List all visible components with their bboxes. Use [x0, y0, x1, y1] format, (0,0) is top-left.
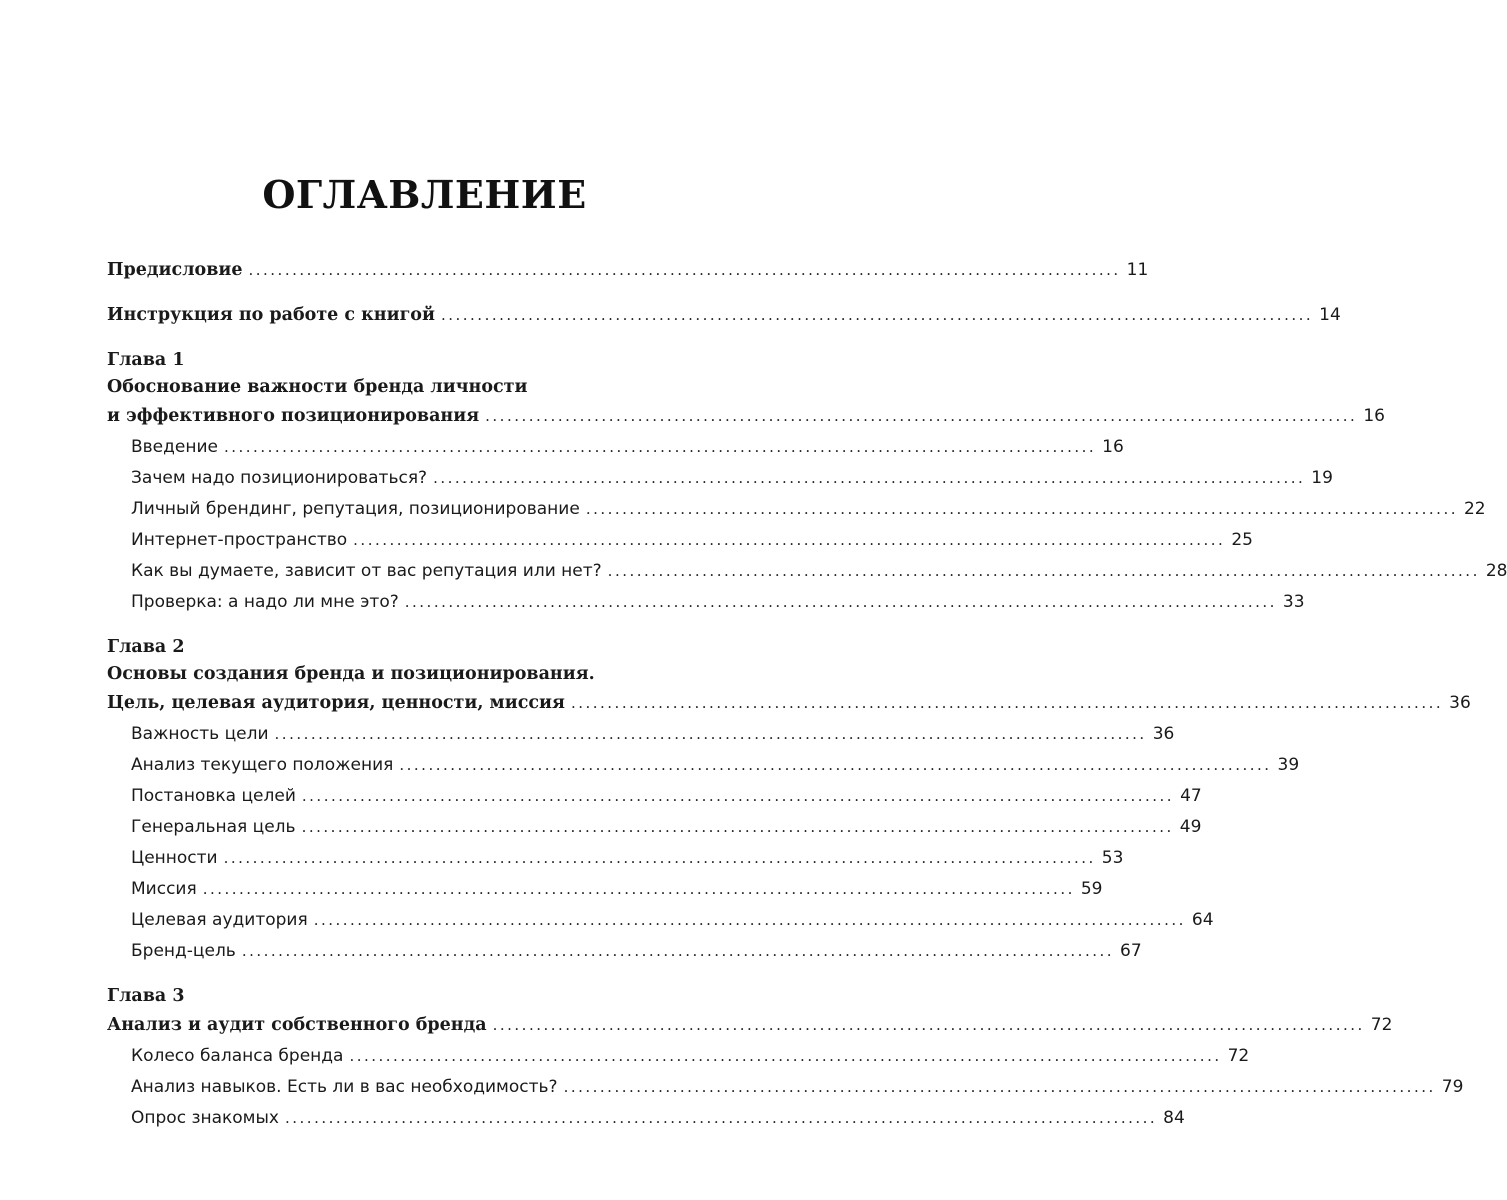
toc-entry-section [107, 525, 1253, 556]
toc-entry-section [107, 1072, 1464, 1103]
toc-entry-section [107, 463, 1333, 494]
leader-dots: ........................................................................................................................ [563, 1078, 1436, 1096]
leader-dots: ........................................................................................................................ [353, 531, 1226, 549]
toc-entry-page: 33 [1282, 592, 1305, 612]
toc-entry-page: 53 [1101, 848, 1124, 868]
toc-entry-section [107, 587, 1305, 618]
leader-dots: ........................................................................................................................ [285, 1109, 1158, 1127]
toc-entry-section [107, 874, 1103, 905]
toc-entry-label: и эффективного позиционирования [107, 406, 480, 426]
toc-entry-page: 49 [1179, 817, 1202, 837]
leader-dots: ........................................................................................................................ [433, 469, 1306, 487]
chapter-title-line: Обоснование важности бренда личности [107, 377, 528, 397]
toc-entry-section [107, 905, 1214, 936]
leader-dots: ........................................................................................................................ [301, 818, 1174, 836]
toc-entry-page: 59 [1080, 879, 1103, 899]
toc-entry-page: 16 [1102, 437, 1124, 457]
leader-dots: ........................................................................................................................ [223, 438, 1097, 456]
toc-entry-section [107, 750, 1300, 781]
chapter-title-line: Основы создания бренда и позиционирования. [107, 664, 595, 684]
toc-entry-section [107, 494, 1486, 525]
toc-entry-label: Анализ текущего положения [131, 755, 394, 775]
toc-entry-label: Зачем надо позиционироваться? [131, 468, 428, 488]
toc-entry-chapter [107, 401, 1385, 432]
chapter-heading: Глава 1 [107, 350, 185, 370]
toc-entry-page: 79 [1441, 1077, 1464, 1097]
book-page [107, 0, 1507, 1200]
toc-entry-label: Анализ навыков. Есть ли в вас необходимость? [131, 1077, 558, 1097]
toc-entry-section [107, 936, 1142, 967]
toc-entry-label: Колесо баланса бренда [131, 1046, 344, 1066]
leader-dots: ........................................................................................................................ [607, 562, 1480, 580]
leader-dots: ........................................................................................................................ [223, 849, 1096, 867]
toc-entry-section [107, 1041, 1250, 1072]
toc-entry-page: 19 [1311, 468, 1333, 488]
leader-dots: ........................................................................................................................ [313, 911, 1186, 929]
toc-entry-page: 36 [1152, 724, 1175, 744]
toc-entry-label: Как вы думаете, зависит от вас репутация или нет? [131, 561, 602, 581]
leader-dots: ........................................................................................................................ [585, 500, 1458, 518]
toc-entry-label: Ценности [131, 848, 218, 868]
leader-dots: ........................................................................................................................ [301, 787, 1175, 805]
leader-dots: ........................................................................................................................ [274, 725, 1147, 743]
toc-entry-page: 67 [1120, 941, 1142, 961]
leader-dots: ........................................................................................................................ [241, 942, 1115, 960]
toc-entry-page: 72 [1370, 1015, 1393, 1035]
toc-entry-page: 11 [1126, 260, 1149, 280]
toc-entry-label: Цель, целевая аудитория, ценности, миссия [107, 693, 565, 713]
toc-entry-label: Анализ и аудит собственного бренда [107, 1015, 487, 1035]
toc-entry-section [107, 556, 1507, 587]
toc-entry-label: Целевая аудитория [131, 910, 308, 930]
toc-entry-page: 39 [1277, 755, 1300, 775]
chapter-heading: Глава 2 [107, 637, 185, 657]
toc-entry-page: 22 [1463, 499, 1486, 519]
toc-entry-label: Миссия [131, 879, 197, 899]
toc-entry-section [107, 1103, 1185, 1134]
toc-entry-section [107, 719, 1175, 750]
toc-entry-page: 36 [1449, 693, 1471, 713]
toc-entry-label: Важность цели [131, 724, 269, 744]
leader-dots: ........................................................................................................................ [349, 1047, 1222, 1065]
leader-dots: ........................................................................................................................ [248, 261, 1121, 279]
chapter-heading: Глава 3 [107, 986, 185, 1006]
toc-entry-chapter [107, 1010, 1393, 1041]
leader-dots: ........................................................................................................................ [202, 880, 1075, 898]
toc-entry-section [107, 432, 1124, 463]
toc-entry-page: 47 [1180, 786, 1202, 806]
toc-entry-label: Опрос знакомых [131, 1108, 279, 1128]
toc-entry-label: Предисловие [107, 260, 243, 280]
toc-entry-page: 84 [1163, 1108, 1185, 1128]
toc-entry-chapter [107, 688, 1471, 719]
toc-entry-label: Бренд-цель [131, 941, 236, 961]
toc-entry-section [107, 781, 1202, 812]
toc-entry-label: Введение [131, 437, 218, 457]
toc-entry-label: Интернет-пространство [131, 530, 348, 550]
toc-entry-label: Генеральная цель [131, 817, 296, 837]
toc-entry-page: 16 [1363, 406, 1385, 426]
toc-entry-label: Проверка: а надо ли мне это? [131, 592, 399, 612]
leader-dots: ........................................................................................................................ [570, 694, 1444, 712]
page-title: ОГЛАВЛЕНИЕ [262, 172, 587, 217]
leader-dots: ........................................................................................................................ [492, 1016, 1365, 1034]
leader-dots: ........................................................................................................................ [404, 593, 1277, 611]
toc-entry-page: 64 [1191, 910, 1214, 930]
toc-entry-preface [107, 255, 1149, 286]
leader-dots: ........................................................................................................................ [485, 407, 1358, 425]
leader-dots: ........................................................................................................................ [440, 306, 1314, 324]
leader-dots: ........................................................................................................................ [399, 756, 1272, 774]
toc-entry-label: Инструкция по работе с книгой [107, 305, 435, 325]
toc-entry-section [107, 812, 1202, 843]
toc-entry-page: 72 [1227, 1046, 1250, 1066]
toc-entry-page: 28 [1485, 561, 1507, 581]
toc-entry-instructions [107, 300, 1341, 331]
toc-entry-page: 14 [1319, 305, 1341, 325]
toc-entry-label: Постановка целей [131, 786, 296, 806]
toc-entry-label: Личный брендинг, репутация, позиционирование [131, 499, 580, 519]
toc-entry-page: 25 [1231, 530, 1253, 550]
toc-entry-section [107, 843, 1124, 874]
table-of-contents [107, 255, 1507, 1134]
